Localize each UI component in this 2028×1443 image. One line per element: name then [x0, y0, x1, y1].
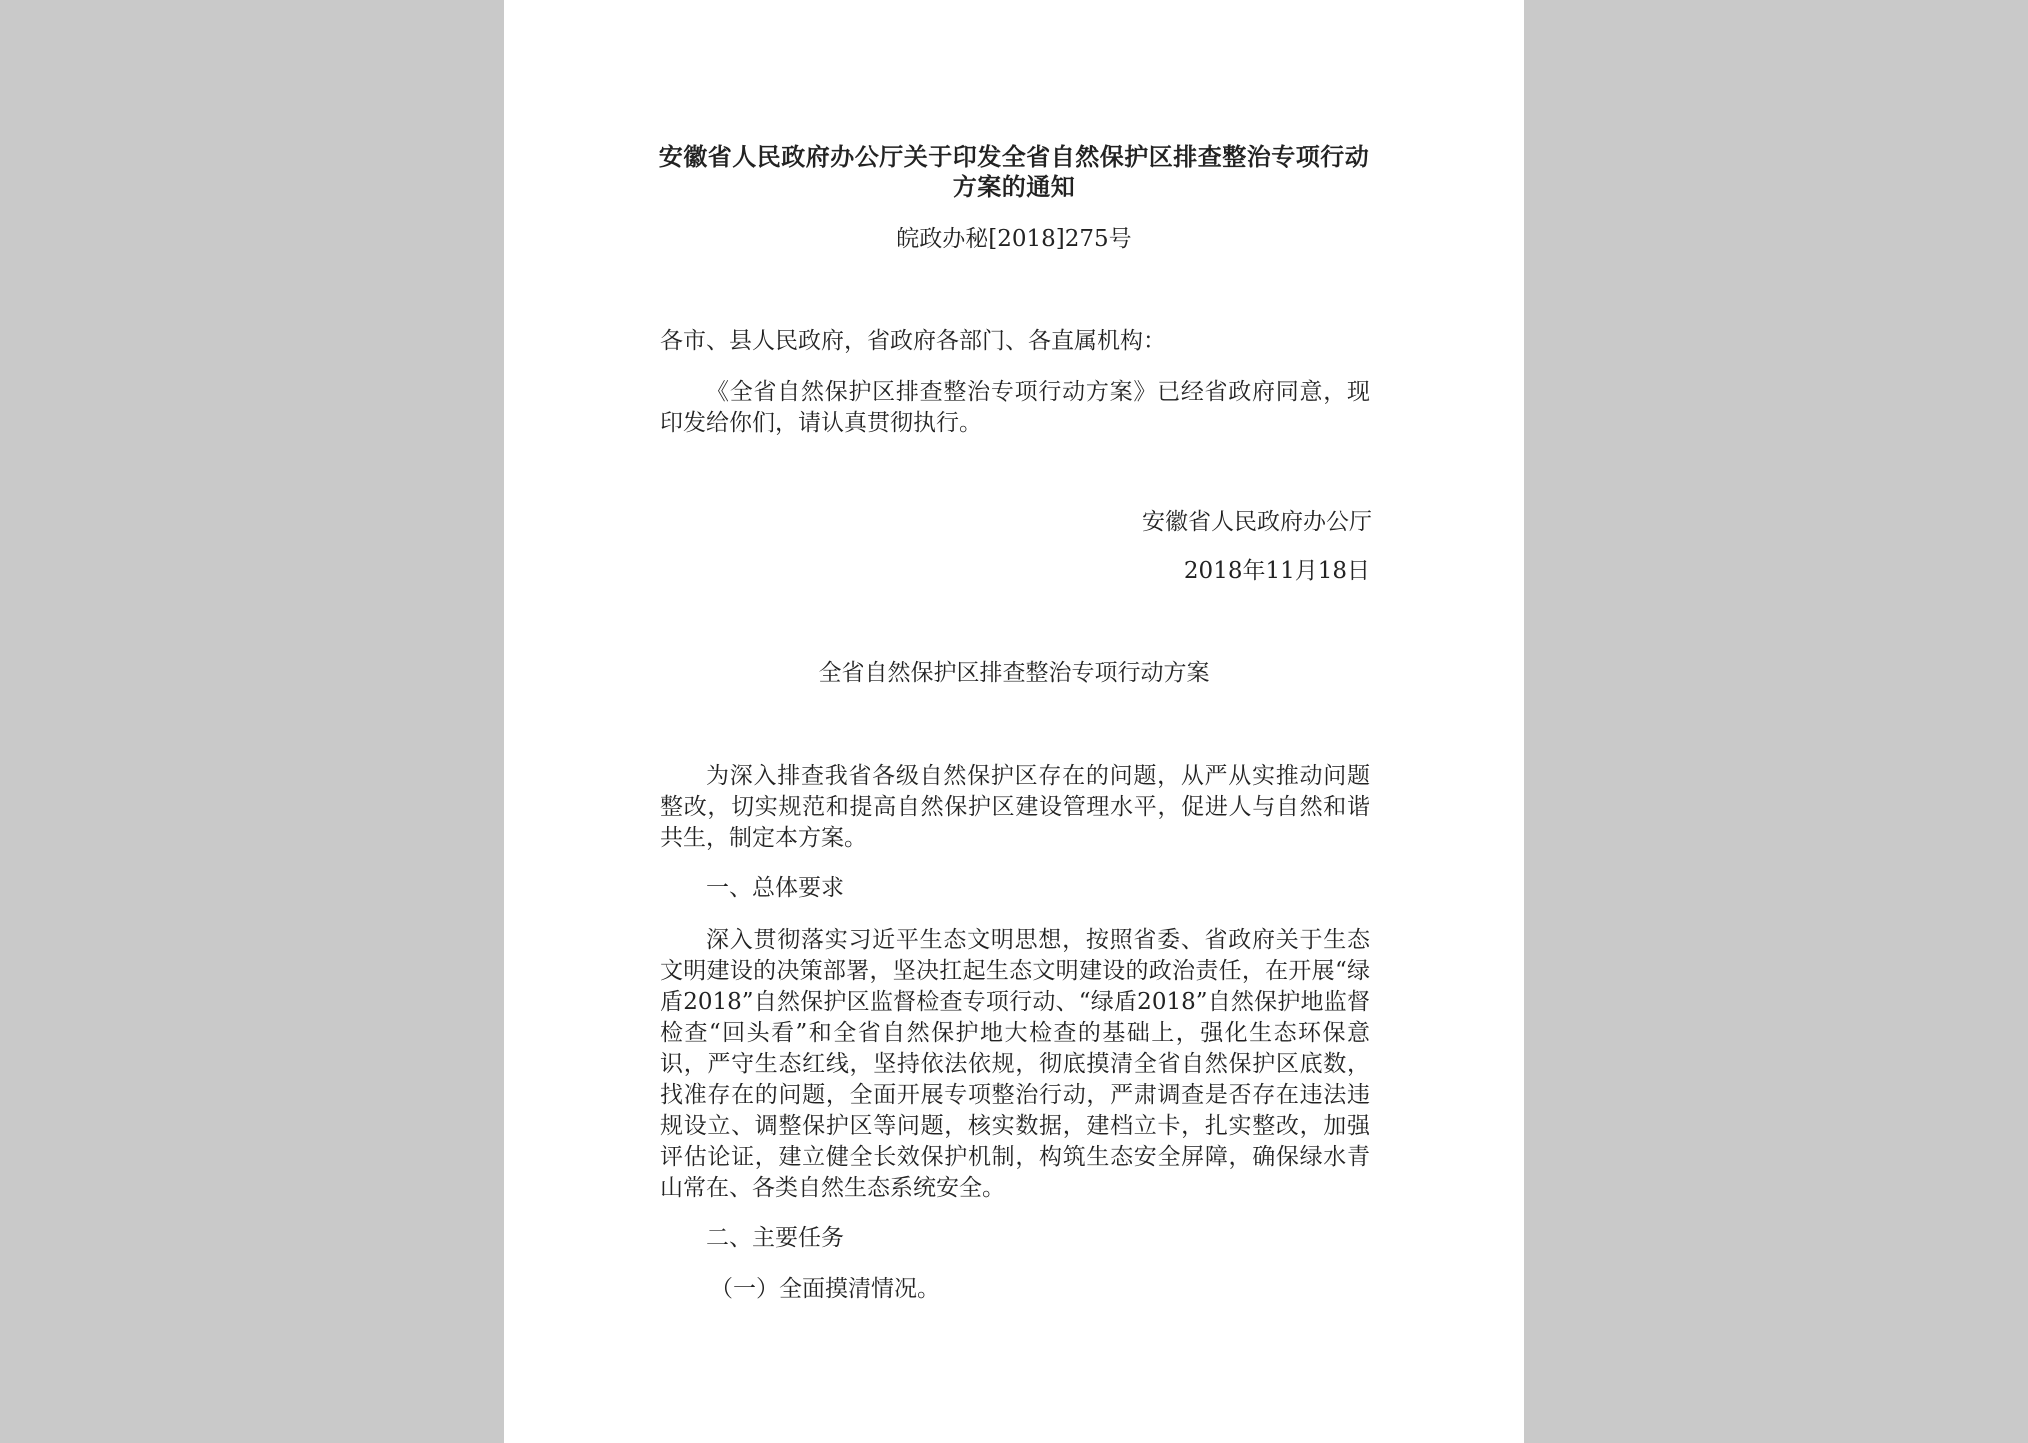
recipients-line: 各市、县人民政府，省政府各部门、各直属机构：	[660, 328, 1166, 354]
document-number: 皖政办秘[2018]275号	[896, 226, 1132, 252]
notice-body: 《全省自然保护区排查整治专项行动方案》已经省政府同意，现印发给你们，请认真贯彻执行。	[660, 379, 1370, 436]
notice-title-line2: 方案的通知	[952, 172, 1076, 201]
document-page	[504, 0, 1524, 1443]
issuer-name: 安徽省人民政府办公厅	[1142, 509, 1372, 535]
section1-body: 深入贯彻落实习近平生态文明思想，按照省委、省政府关于生态文明建设的决策部署，坚决扛起生态文明建设的政治责任，在开展“绿盾2018”自然保护区监督检查专项行动、“绿盾2018”自然保护地监督检查“回头看”和全省自然保护地大检查的基础上，强化生态环保意识，严守生态红线，坚持依法依规，彻底摸清全省自然保护区底数，找准存在的问题，全面开展专项整治行动，严肃调查是否存在违法违规设立、调整保护区等问题，核实数据，建档立卡，扎实整改，加强评估论证，建立健全长效保护机制，构筑生态安全屏障，确保绿水青山常在、各类自然生态系统安全。	[660, 927, 1370, 1201]
issue-date: 2018年11月18日	[1183, 558, 1370, 584]
plan-title: 全省自然保护区排查整治专项行动方案	[818, 660, 1210, 686]
section2-heading: 二、主要任务	[706, 1225, 844, 1251]
subsection1-heading: （一）全面摸清情况。	[710, 1276, 940, 1302]
notice-title-line1: 安徽省人民政府办公厅关于印发全省自然保护区排查整治专项行动	[658, 142, 1370, 171]
plan-intro: 为深入排查我省各级自然保护区存在的问题，从严从实推动问题整改，切实规范和提高自然保护区建设管理水平，促进人与自然和谐共生，制定本方案。	[660, 763, 1370, 851]
section1-heading: 一、总体要求	[706, 875, 844, 901]
